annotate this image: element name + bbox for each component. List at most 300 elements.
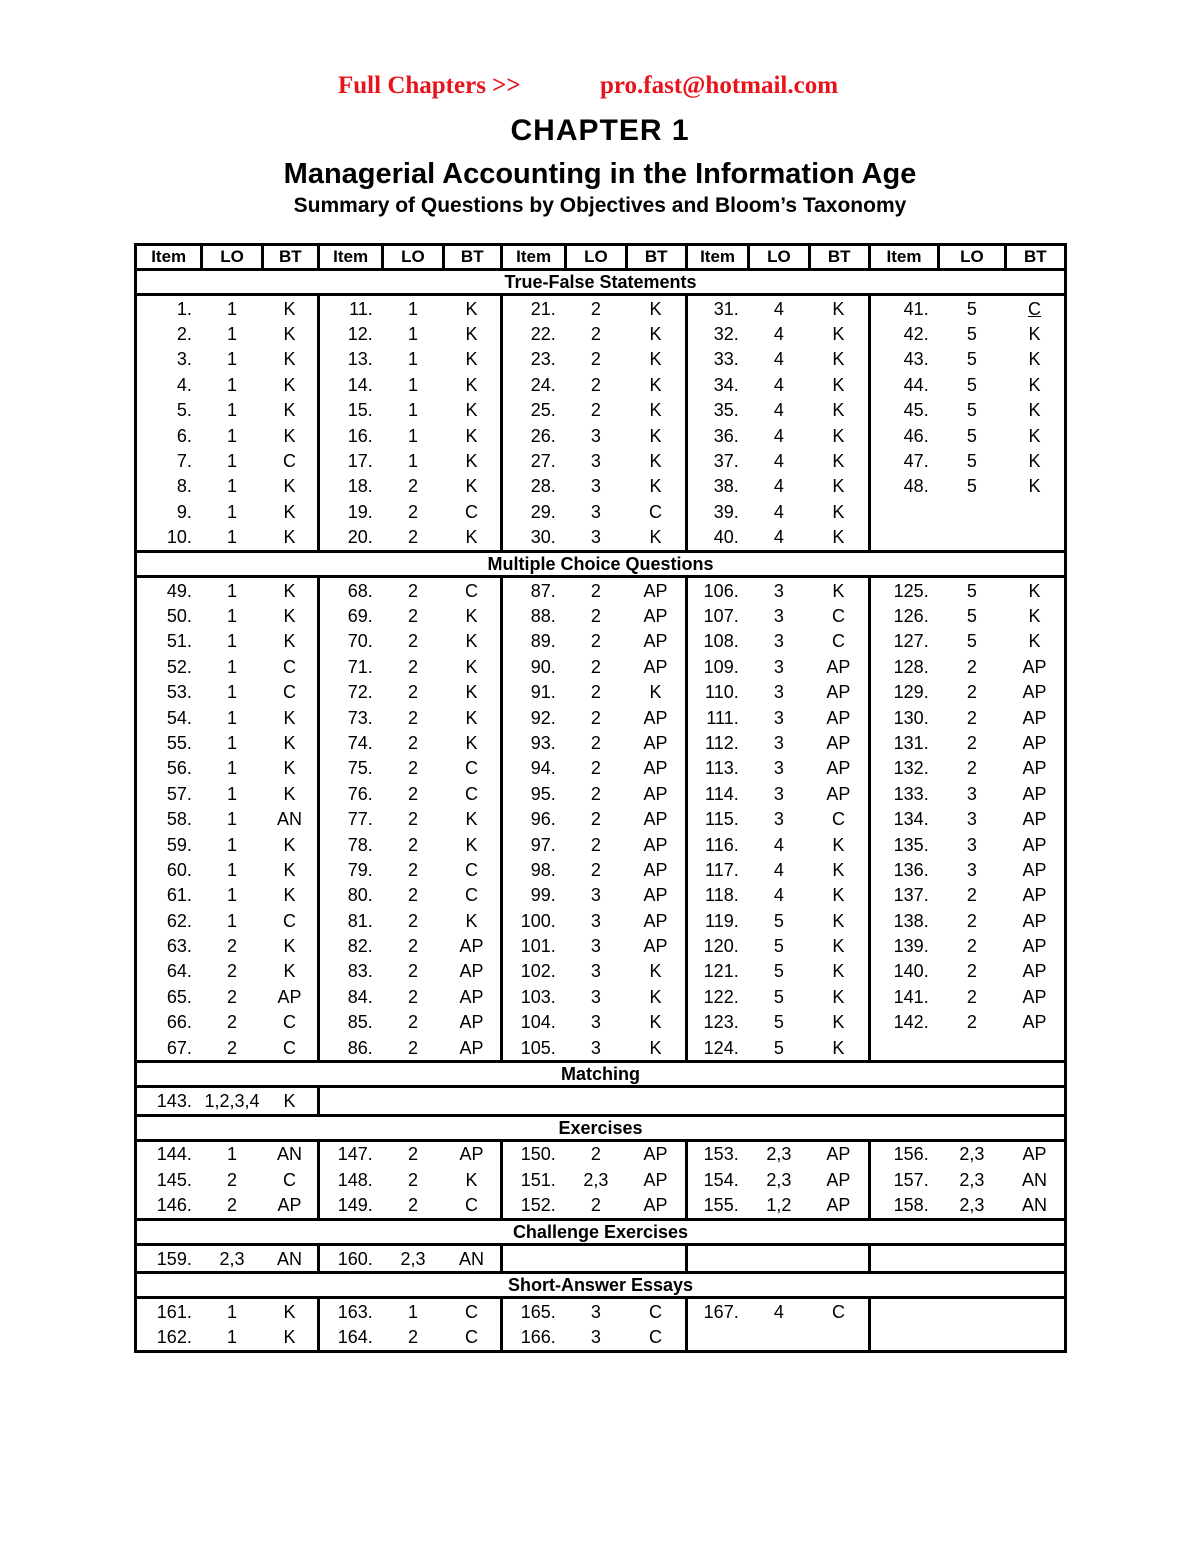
empty-cell bbox=[686, 1244, 869, 1272]
item-number: 30. bbox=[501, 525, 565, 552]
learning-objective: 3 bbox=[773, 631, 784, 652]
table-row bbox=[136, 448, 1066, 473]
bloom-level: AP bbox=[826, 1144, 851, 1165]
item-number: 130. bbox=[869, 705, 938, 730]
bloom-level: C bbox=[1028, 298, 1042, 319]
learning-objective: 3 bbox=[773, 580, 784, 601]
learning-objective: 2 bbox=[226, 936, 237, 957]
bloom-level: K bbox=[649, 476, 662, 497]
item-number: 96. bbox=[501, 806, 565, 831]
table-row bbox=[136, 781, 1066, 806]
bloom-level: AP bbox=[1022, 834, 1047, 855]
bloom-level: C bbox=[465, 1301, 479, 1322]
item-number: 59. bbox=[166, 834, 192, 855]
bloom-level: K bbox=[283, 631, 296, 652]
item-number: 134. bbox=[869, 806, 938, 831]
learning-objective: 2,3 bbox=[219, 1248, 245, 1269]
learning-objective: 5 bbox=[966, 451, 977, 472]
table-row bbox=[136, 959, 1066, 984]
item-number: 7. bbox=[176, 451, 192, 472]
column-header: Item bbox=[686, 245, 748, 270]
item-number: 14. bbox=[318, 372, 382, 397]
learning-objective: 2 bbox=[966, 656, 977, 677]
section-title: Matching bbox=[136, 1062, 1066, 1087]
item-number: 125. bbox=[869, 576, 938, 603]
item-number: 110. bbox=[686, 679, 748, 704]
item-number: 53. bbox=[166, 682, 192, 703]
item-number: 115. bbox=[686, 806, 748, 831]
bloom-level: C bbox=[831, 809, 845, 830]
table-row bbox=[136, 1140, 1066, 1167]
item-number: 157. bbox=[869, 1167, 938, 1192]
item-number: 8. bbox=[176, 476, 192, 497]
section-header-row bbox=[136, 551, 1066, 576]
bloom-level: AP bbox=[826, 1169, 851, 1190]
table-row bbox=[136, 1035, 1066, 1062]
item-number: 65. bbox=[166, 986, 192, 1007]
learning-objective: 2 bbox=[590, 859, 601, 880]
bloom-level: AP bbox=[1022, 936, 1047, 957]
learning-objective: 2 bbox=[590, 732, 601, 753]
column-header: LO bbox=[939, 245, 1005, 270]
bloom-level: K bbox=[283, 425, 296, 446]
learning-objective: 2,3 bbox=[400, 1248, 426, 1269]
bloom-level: AP bbox=[643, 707, 668, 728]
bloom-level: C bbox=[283, 682, 297, 703]
bloom-level: AP bbox=[459, 1144, 484, 1165]
bloom-level: AP bbox=[643, 1195, 668, 1216]
full-chapters-link[interactable]: Full Chapters >> bbox=[338, 72, 521, 99]
bloom-level: K bbox=[283, 400, 296, 421]
learning-objective: 1 bbox=[226, 631, 237, 652]
item-number: 81. bbox=[318, 908, 382, 933]
bloom-level: AP bbox=[643, 656, 668, 677]
learning-objective: 5 bbox=[773, 936, 784, 957]
bloom-level: K bbox=[465, 809, 478, 830]
bloom-level: AN bbox=[459, 1248, 485, 1269]
learning-objective: 2 bbox=[966, 1012, 977, 1033]
item-number: 26. bbox=[501, 423, 565, 448]
item-number: 63. bbox=[166, 936, 192, 957]
table-row bbox=[136, 832, 1066, 857]
item-number: 113. bbox=[686, 756, 748, 781]
column-header: BT bbox=[262, 245, 318, 270]
learning-objective: 3 bbox=[590, 527, 601, 548]
learning-objective: 2 bbox=[590, 580, 601, 601]
bloom-level: K bbox=[283, 885, 296, 906]
bloom-level: K bbox=[283, 1301, 296, 1322]
bloom-level: K bbox=[465, 324, 478, 345]
item-number: 99. bbox=[501, 883, 565, 908]
item-number: 97. bbox=[501, 832, 565, 857]
question-summary-table bbox=[134, 243, 1067, 1353]
bloom-level: AP bbox=[1022, 986, 1047, 1007]
bloom-level: AN bbox=[277, 809, 303, 830]
learning-objective: 2 bbox=[407, 1037, 418, 1058]
bloom-level: AP bbox=[277, 986, 302, 1007]
bloom-level: C bbox=[648, 1327, 662, 1348]
bloom-level: C bbox=[465, 1195, 479, 1216]
bloom-level: K bbox=[283, 298, 296, 319]
bloom-level: K bbox=[832, 859, 845, 880]
item-number: 152. bbox=[501, 1193, 565, 1220]
bloom-level: K bbox=[649, 451, 662, 472]
learning-objective: 2 bbox=[407, 809, 418, 830]
learning-objective: 3 bbox=[773, 682, 784, 703]
contact-email-link[interactable]: pro.fast@hotmail.com bbox=[600, 72, 839, 99]
bloom-level: AP bbox=[459, 1037, 484, 1058]
bloom-level: K bbox=[465, 732, 478, 753]
section-header-row bbox=[136, 1062, 1066, 1087]
bloom-level: AP bbox=[1022, 682, 1047, 703]
bloom-level: K bbox=[649, 324, 662, 345]
item-number: 92. bbox=[501, 705, 565, 730]
learning-objective: 1 bbox=[226, 580, 237, 601]
learning-objective: 2 bbox=[590, 834, 601, 855]
learning-objective: 2 bbox=[407, 656, 418, 677]
learning-objective: 1 bbox=[226, 605, 237, 626]
bloom-level: AP bbox=[643, 631, 668, 652]
learning-objective bbox=[939, 525, 1005, 552]
learning-objective: 2 bbox=[590, 1195, 601, 1216]
learning-objective: 1 bbox=[226, 809, 237, 830]
learning-objective: 2 bbox=[407, 1012, 418, 1033]
learning-objective: 1 bbox=[226, 707, 237, 728]
bloom-level: K bbox=[649, 1037, 662, 1058]
section-header-row bbox=[136, 270, 1066, 295]
bloom-level: K bbox=[465, 349, 478, 370]
item-number: 61. bbox=[166, 885, 192, 906]
bloom-level: C bbox=[648, 1301, 662, 1322]
learning-objective: 1 bbox=[407, 451, 418, 472]
bloom-level: K bbox=[1028, 476, 1041, 497]
item-number: 146. bbox=[156, 1195, 192, 1216]
bloom-level: K bbox=[649, 1012, 662, 1033]
learning-objective: 3 bbox=[590, 885, 601, 906]
bloom-level: C bbox=[648, 501, 662, 522]
bloom-level: AN bbox=[277, 1144, 303, 1165]
item-number: 122. bbox=[686, 984, 748, 1009]
bloom-level: AP bbox=[643, 834, 668, 855]
item-number: 156. bbox=[869, 1140, 938, 1167]
item-number: 163. bbox=[318, 1298, 382, 1325]
item-number: 21. bbox=[501, 295, 565, 322]
learning-objective: 2 bbox=[590, 758, 601, 779]
item-number: 34. bbox=[686, 372, 748, 397]
column-header: LO bbox=[566, 245, 626, 270]
item-number: 119. bbox=[686, 908, 748, 933]
learning-objective: 1 bbox=[226, 1301, 237, 1322]
item-number: 25. bbox=[501, 398, 565, 423]
bloom-level: AP bbox=[1022, 707, 1047, 728]
bloom-level: K bbox=[283, 936, 296, 957]
learning-objective: 2 bbox=[407, 580, 418, 601]
bloom-level: AP bbox=[643, 783, 668, 804]
item-number: 79. bbox=[318, 857, 382, 882]
learning-objective: 3 bbox=[590, 425, 601, 446]
learning-objective: 2 bbox=[590, 809, 601, 830]
bloom-level bbox=[1005, 1298, 1065, 1325]
item-number: 161. bbox=[156, 1301, 192, 1322]
bloom-level: K bbox=[832, 501, 845, 522]
bloom-level: C bbox=[283, 1012, 297, 1033]
item-number: 118. bbox=[686, 883, 748, 908]
learning-objective: 5 bbox=[966, 400, 977, 421]
learning-objective: 1 bbox=[226, 682, 237, 703]
item-number: 4. bbox=[176, 374, 192, 395]
item-number: 137. bbox=[869, 883, 938, 908]
item-number: 58. bbox=[166, 809, 192, 830]
bloom-level: K bbox=[465, 451, 478, 472]
learning-objective: 3 bbox=[773, 809, 784, 830]
item-number: 93. bbox=[501, 730, 565, 755]
item-number: 60. bbox=[166, 859, 192, 880]
item-number: 117. bbox=[686, 857, 748, 882]
learning-objective: 4 bbox=[773, 298, 784, 319]
learning-objective: 1 bbox=[226, 527, 237, 548]
learning-objective: 2 bbox=[590, 783, 601, 804]
item-number: 144. bbox=[156, 1144, 192, 1165]
item-number: 158. bbox=[869, 1193, 938, 1220]
section-title: Short-Answer Essays bbox=[136, 1273, 1066, 1298]
learning-objective: 1 bbox=[226, 324, 237, 345]
bloom-level: K bbox=[1028, 349, 1041, 370]
item-number: 68. bbox=[318, 576, 382, 603]
empty-cell bbox=[869, 1244, 1065, 1272]
item-number: 67. bbox=[166, 1037, 192, 1058]
bloom-level: K bbox=[1028, 324, 1041, 345]
bloom-level: K bbox=[465, 834, 478, 855]
bloom-level: K bbox=[1028, 631, 1041, 652]
table-row bbox=[136, 883, 1066, 908]
bloom-level: AP bbox=[826, 682, 851, 703]
item-number: 108. bbox=[686, 629, 748, 654]
bloom-level: K bbox=[283, 580, 296, 601]
learning-objective: 2 bbox=[966, 682, 977, 703]
item-number bbox=[869, 499, 938, 524]
column-header: LO bbox=[202, 245, 262, 270]
section-title: Exercises bbox=[136, 1115, 1066, 1140]
learning-objective: 2 bbox=[590, 374, 601, 395]
item-number: 143. bbox=[156, 1091, 192, 1112]
item-number bbox=[869, 1298, 938, 1325]
bloom-level bbox=[1005, 499, 1065, 524]
bloom-level: AP bbox=[459, 936, 484, 957]
item-number: 155. bbox=[686, 1193, 748, 1220]
item-number: 36. bbox=[686, 423, 748, 448]
bloom-level: K bbox=[465, 707, 478, 728]
bloom-level bbox=[809, 1325, 869, 1352]
table-row bbox=[136, 629, 1066, 654]
table-row bbox=[136, 1325, 1066, 1352]
section-title: Challenge Exercises bbox=[136, 1219, 1066, 1244]
item-number: 131. bbox=[869, 730, 938, 755]
bloom-level: K bbox=[649, 425, 662, 446]
item-number: 5. bbox=[176, 400, 192, 421]
item-number: 136. bbox=[869, 857, 938, 882]
bloom-level: C bbox=[465, 501, 479, 522]
bloom-level: C bbox=[831, 605, 845, 626]
bloom-level: K bbox=[832, 961, 845, 982]
column-header: LO bbox=[749, 245, 809, 270]
bloom-level: K bbox=[832, 580, 845, 601]
item-number: 83. bbox=[318, 959, 382, 984]
learning-objective: 1 bbox=[226, 758, 237, 779]
learning-objective: 2 bbox=[407, 1327, 418, 1348]
learning-objective: 1 bbox=[407, 374, 418, 395]
learning-objective: 2 bbox=[590, 324, 601, 345]
item-number: 121. bbox=[686, 959, 748, 984]
learning-objective: 2 bbox=[407, 682, 418, 703]
item-number: 102. bbox=[501, 959, 565, 984]
bloom-level: K bbox=[832, 1037, 845, 1058]
learning-objective: 2 bbox=[226, 961, 237, 982]
section-header-row bbox=[136, 1115, 1066, 1140]
item-number: 154. bbox=[686, 1167, 748, 1192]
learning-objective: 1 bbox=[226, 425, 237, 446]
item-number: 103. bbox=[501, 984, 565, 1009]
column-header-row bbox=[136, 245, 1066, 270]
bloom-level: K bbox=[832, 324, 845, 345]
item-number: 165. bbox=[501, 1298, 565, 1325]
learning-objective: 2,3 bbox=[766, 1169, 792, 1190]
bloom-level: AP bbox=[643, 605, 668, 626]
column-header: BT bbox=[626, 245, 686, 270]
item-number: 39. bbox=[686, 499, 748, 524]
item-number: 85. bbox=[318, 1010, 382, 1035]
learning-objective: 2 bbox=[407, 910, 418, 931]
item-number: 51. bbox=[166, 631, 192, 652]
bloom-level: AP bbox=[1022, 910, 1047, 931]
bloom-level: C bbox=[283, 1169, 297, 1190]
learning-objective: 1 bbox=[407, 324, 418, 345]
table-row bbox=[136, 857, 1066, 882]
item-number: 17. bbox=[318, 448, 382, 473]
item-number: 91. bbox=[501, 679, 565, 704]
item-number: 100. bbox=[501, 908, 565, 933]
learning-objective: 4 bbox=[773, 834, 784, 855]
item-number: 126. bbox=[869, 603, 938, 628]
learning-objective: 3 bbox=[966, 783, 977, 804]
learning-objective: 3 bbox=[590, 986, 601, 1007]
learning-objective: 3 bbox=[773, 656, 784, 677]
item-number: 54. bbox=[166, 707, 192, 728]
bloom-level: K bbox=[465, 656, 478, 677]
table-row bbox=[136, 499, 1066, 524]
learning-objective: 5 bbox=[966, 476, 977, 497]
learning-objective: 4 bbox=[773, 374, 784, 395]
item-number: 71. bbox=[318, 654, 382, 679]
table-row bbox=[136, 1010, 1066, 1035]
learning-objective: 1 bbox=[226, 885, 237, 906]
learning-objective: 2 bbox=[590, 298, 601, 319]
table-row bbox=[136, 1167, 1066, 1192]
bloom-level bbox=[1005, 525, 1065, 552]
learning-objective: 2 bbox=[407, 834, 418, 855]
learning-objective: 1 bbox=[407, 1301, 418, 1322]
table-row bbox=[136, 603, 1066, 628]
bloom-level: K bbox=[465, 1169, 478, 1190]
bloom-level: K bbox=[649, 961, 662, 982]
bloom-level: AP bbox=[277, 1195, 302, 1216]
table-row bbox=[136, 347, 1066, 372]
item-number: 72. bbox=[318, 679, 382, 704]
learning-objective: 2 bbox=[407, 758, 418, 779]
column-header: BT bbox=[809, 245, 869, 270]
learning-objective: 3 bbox=[966, 809, 977, 830]
item-number: 1. bbox=[176, 298, 192, 319]
learning-objective: 1,2 bbox=[766, 1195, 792, 1216]
bloom-level: AP bbox=[826, 758, 851, 779]
item-number: 139. bbox=[869, 933, 938, 958]
learning-objective: 2 bbox=[590, 349, 601, 370]
item-number: 44. bbox=[869, 372, 938, 397]
bloom-level: K bbox=[649, 986, 662, 1007]
learning-objective: 5 bbox=[773, 1012, 784, 1033]
learning-objective: 1 bbox=[407, 400, 418, 421]
bloom-level: AP bbox=[643, 809, 668, 830]
bloom-level: AP bbox=[1022, 859, 1047, 880]
item-number: 89. bbox=[501, 629, 565, 654]
item-number: 149. bbox=[318, 1193, 382, 1220]
learning-objective: 2 bbox=[226, 1169, 237, 1190]
item-number: 32. bbox=[686, 321, 748, 346]
learning-objective: 2 bbox=[966, 732, 977, 753]
learning-objective: 2 bbox=[590, 682, 601, 703]
item-number: 106. bbox=[686, 576, 748, 603]
column-header: Item bbox=[869, 245, 938, 270]
item-number: 80. bbox=[318, 883, 382, 908]
bloom-level bbox=[1005, 1035, 1065, 1062]
learning-objective: 1 bbox=[226, 859, 237, 880]
bloom-level: K bbox=[465, 631, 478, 652]
bloom-level: AN bbox=[277, 1248, 303, 1269]
bloom-level: AP bbox=[1022, 1012, 1047, 1033]
learning-objective bbox=[939, 1035, 1005, 1062]
table-row bbox=[136, 933, 1066, 958]
item-number: 141. bbox=[869, 984, 938, 1009]
learning-objective: 2 bbox=[407, 605, 418, 626]
bloom-level: K bbox=[1028, 400, 1041, 421]
learning-objective: 2 bbox=[407, 986, 418, 1007]
learning-objective: 3 bbox=[773, 783, 784, 804]
table-row bbox=[136, 576, 1066, 603]
bloom-level: K bbox=[832, 374, 845, 395]
bloom-level: K bbox=[283, 961, 296, 982]
learning-objective: 2 bbox=[590, 400, 601, 421]
bloom-level: AP bbox=[643, 732, 668, 753]
bloom-level: K bbox=[832, 527, 845, 548]
bloom-level: K bbox=[832, 936, 845, 957]
bloom-level: K bbox=[465, 374, 478, 395]
learning-objective: 2 bbox=[226, 986, 237, 1007]
bloom-level: K bbox=[832, 986, 845, 1007]
item-number: 70. bbox=[318, 629, 382, 654]
bloom-level: AP bbox=[643, 859, 668, 880]
learning-objective: 3 bbox=[966, 859, 977, 880]
learning-objective: 1 bbox=[226, 910, 237, 931]
learning-objective: 1 bbox=[226, 783, 237, 804]
item-number: 24. bbox=[501, 372, 565, 397]
bloom-level: AP bbox=[1022, 732, 1047, 753]
learning-objective bbox=[749, 1325, 809, 1352]
bloom-level: C bbox=[465, 580, 479, 601]
item-number: 50. bbox=[166, 605, 192, 626]
learning-objective: 2,3 bbox=[959, 1195, 985, 1216]
learning-objective: 1 bbox=[226, 476, 237, 497]
learning-objective: 2 bbox=[407, 936, 418, 957]
learning-objective: 4 bbox=[773, 1301, 784, 1322]
